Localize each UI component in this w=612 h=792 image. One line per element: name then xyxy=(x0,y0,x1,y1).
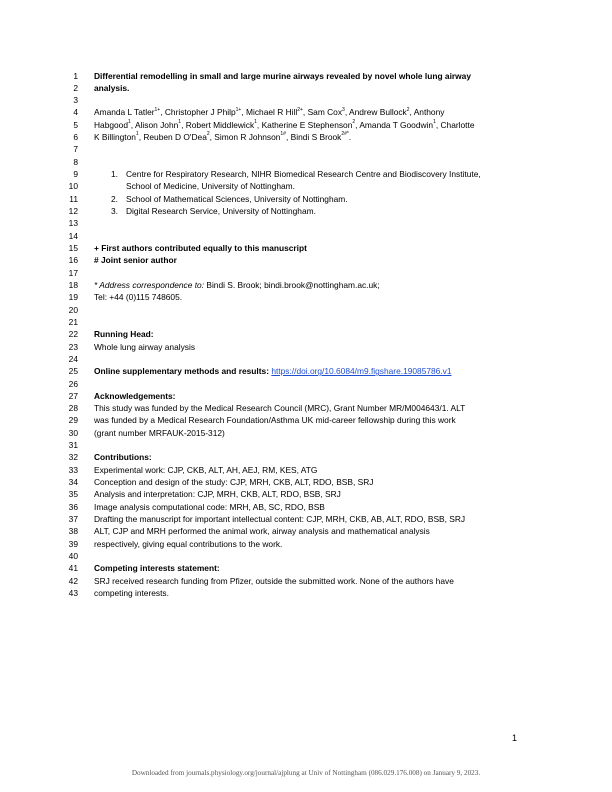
text-run: Experimental work: CJP, CKB, ALT, AH, AEJ, RM, KES, ATG xyxy=(94,464,318,475)
line-text xyxy=(94,119,474,131)
line-text xyxy=(94,587,169,599)
text-run: , Anthony xyxy=(409,107,445,118)
text-run: , Sam Cox xyxy=(302,107,343,118)
manuscript-line xyxy=(0,193,612,205)
manuscript-line xyxy=(0,70,612,82)
line-text xyxy=(94,488,341,500)
text-run: This study was funded by the Medical Research Council (MRC), Grant Number MR/M004643/1. ALT xyxy=(94,403,466,414)
text-run: School of Medicine, University of Nottingham. xyxy=(126,181,295,192)
affiliation-superscript: 1+ xyxy=(154,106,161,113)
line-text xyxy=(94,538,282,550)
line-text xyxy=(126,168,481,180)
text-run: , Christopher J Philp xyxy=(160,107,236,118)
affiliation-superscript: 2 xyxy=(352,118,356,125)
text-run: School of Mathematical Sciences, University of Nottingham. xyxy=(126,193,348,204)
text-run: Habgood xyxy=(94,119,128,130)
affiliation-superscript: 3 xyxy=(342,106,345,113)
line-number: 18 xyxy=(68,279,78,290)
text-run: Tel: +44 (0)115 748605. xyxy=(94,292,183,303)
text-run: Contributions: xyxy=(94,452,152,463)
line-number: 35 xyxy=(68,489,78,500)
line-text xyxy=(94,279,380,291)
manuscript-line xyxy=(0,575,612,587)
line-text xyxy=(94,402,465,414)
line-number: 12 xyxy=(68,206,78,217)
text-run: SRJ received research funding from Pfizer, outside the submitted work. None of the authors have xyxy=(94,575,454,586)
manuscript-line xyxy=(0,267,612,279)
line-number: 36 xyxy=(68,501,78,512)
manuscript-line xyxy=(0,230,612,242)
line-number: 16 xyxy=(68,255,78,266)
line-text xyxy=(94,575,454,587)
text-run: Acknowledgements: xyxy=(94,390,176,401)
line-number: 14 xyxy=(68,230,78,241)
line-text xyxy=(94,365,452,377)
line-number: 38 xyxy=(68,526,78,537)
text-run: Bindi S. Brook; bindi.brook@nottingham.ac.uk; xyxy=(204,279,380,290)
line-number: 32 xyxy=(68,452,78,463)
line-text xyxy=(94,328,154,340)
text-run: (grant number MRFAUK-2015-312) xyxy=(94,427,225,438)
manuscript-line xyxy=(0,451,612,463)
affiliation-superscript: 1 xyxy=(178,118,182,125)
manuscript-line xyxy=(0,488,612,500)
line-number: 4 xyxy=(73,107,78,118)
line-text xyxy=(94,414,456,426)
affiliation-superscript: 1 xyxy=(128,118,131,125)
text-run: , Charlotte xyxy=(435,119,475,130)
line-text xyxy=(94,513,465,525)
manuscript-line xyxy=(0,119,612,131)
affiliation-number: 2. xyxy=(111,193,118,204)
manuscript-line xyxy=(0,464,612,476)
line-number: 41 xyxy=(68,563,78,574)
line-number: 42 xyxy=(68,575,78,586)
text-run: Digital Research Service, University of Nottingham. xyxy=(126,206,316,217)
manuscript-line xyxy=(0,304,612,316)
manuscript-line xyxy=(0,439,612,451)
manuscript-line xyxy=(0,156,612,168)
line-text xyxy=(94,464,317,476)
manuscript-line xyxy=(0,217,612,229)
line-number: 7 xyxy=(73,144,78,155)
line-number: 5 xyxy=(73,119,78,130)
text-run: , Andrew Bullock xyxy=(344,107,407,118)
line-text xyxy=(94,390,175,402)
text-run: , Katherine E Stephenson xyxy=(256,119,353,130)
manuscript-line xyxy=(0,143,612,155)
line-text xyxy=(126,205,316,217)
manuscript-line xyxy=(0,131,612,143)
text-run: Online supplementary methods and results: xyxy=(94,366,272,377)
download-footer: Downloaded from journals.physiology.org/journal/ajplung at Univ of Nottingham (086.029.176.008) on January 9, 2023. xyxy=(131,769,481,777)
manuscript-line xyxy=(0,587,612,599)
manuscript-line xyxy=(0,328,612,340)
affiliation-superscript: 1 xyxy=(433,118,436,125)
manuscript-line xyxy=(0,550,612,562)
text-run: # Joint senior author xyxy=(94,255,177,266)
line-text xyxy=(126,180,295,192)
text-run: Drafting the manuscript for important intellectual content: CJP, MRH, CKB, AB, ALT, RDO, BSB, SRJ xyxy=(94,514,466,525)
line-number: 23 xyxy=(68,341,78,352)
line-number: 3 xyxy=(73,95,78,106)
line-text xyxy=(94,242,307,254)
line-number: 39 xyxy=(68,538,78,549)
text-run: was funded by a Medical Research Foundation/Asthma UK mid-career fellowship during this work xyxy=(94,415,456,426)
line-text xyxy=(94,476,373,488)
line-number: 22 xyxy=(68,329,78,340)
line-text xyxy=(94,451,152,463)
manuscript-line xyxy=(0,291,612,303)
line-text xyxy=(94,341,195,353)
text-run: Running Head: xyxy=(94,329,154,340)
manuscript-line xyxy=(0,378,612,390)
text-run: Amanda L Tatler xyxy=(94,107,155,118)
manuscript-line xyxy=(0,513,612,525)
line-text xyxy=(94,562,220,574)
line-number: 15 xyxy=(68,242,78,253)
affiliation-superscript: 2 xyxy=(406,106,410,113)
text-run: , Robert Middlewick xyxy=(181,119,255,130)
line-text xyxy=(94,291,182,303)
manuscript-line xyxy=(0,316,612,328)
affiliation-superscript: 2 xyxy=(206,131,210,138)
line-number: 13 xyxy=(68,218,78,229)
line-number: 29 xyxy=(68,415,78,426)
text-run: ALT, CJP and MRH performed the animal work, airway analysis and mathematical analysis xyxy=(94,526,430,537)
manuscript-line xyxy=(0,353,612,365)
line-number: 8 xyxy=(73,156,78,167)
text-run: , Michael R Hill xyxy=(241,107,298,118)
manuscript-line xyxy=(0,525,612,537)
text-run: , Bindi S Brook xyxy=(285,132,342,143)
line-number: 33 xyxy=(68,464,78,475)
manuscript-line xyxy=(0,538,612,550)
line-number: 17 xyxy=(68,267,78,278)
text-run: , Amanda T Goodwin xyxy=(355,119,434,130)
affiliation-superscript: 1+ xyxy=(235,106,242,113)
line-number: 20 xyxy=(68,304,78,315)
manuscript-line xyxy=(0,402,612,414)
text-run: Differential remodelling in small and large murine airways revealed by novel whole lung airway xyxy=(94,70,471,81)
line-text xyxy=(94,106,444,118)
line-number: 9 xyxy=(73,169,78,180)
text-run: respectively, giving equal contributions to the work. xyxy=(94,538,283,549)
line-number: 30 xyxy=(68,427,78,438)
manuscript-line xyxy=(0,390,612,402)
text-run: . xyxy=(348,132,352,143)
text-run: Centre for Respiratory Research, NIHR Biomedical Research Centre and Biodiscovery Institute, xyxy=(126,169,481,180)
text-run: Competing interests statement: xyxy=(94,563,220,574)
text-run: , Reuben D O'Dea xyxy=(138,132,207,143)
line-text xyxy=(126,193,348,205)
manuscript-line xyxy=(0,168,612,180)
affiliation-number: 3. xyxy=(111,206,118,217)
manuscript-line xyxy=(0,205,612,217)
line-number: 26 xyxy=(68,378,78,389)
line-number: 10 xyxy=(68,181,78,192)
line-text xyxy=(94,525,430,537)
manuscript-line xyxy=(0,501,612,513)
text-run: Image analysis computational code: MRH, AB, SC, RDO, BSB xyxy=(94,501,325,512)
manuscript-line xyxy=(0,279,612,291)
affiliation-superscript: 1 xyxy=(135,131,139,138)
text-run: * Address correspondence to: xyxy=(94,279,205,290)
line-number: 6 xyxy=(73,132,78,143)
affiliation-superscript: 1# xyxy=(280,131,286,138)
manuscript-line xyxy=(0,254,612,266)
manuscript-line xyxy=(0,476,612,488)
text-run: competing interests. xyxy=(94,587,169,598)
affiliation-superscript: 2+ xyxy=(297,106,303,113)
text-run: , Simon R Johnson xyxy=(209,132,281,143)
line-number: 37 xyxy=(68,514,78,525)
manuscript-line xyxy=(0,365,612,377)
line-number: 21 xyxy=(68,316,78,327)
manuscript-line xyxy=(0,94,612,106)
manuscript-line xyxy=(0,242,612,254)
line-text xyxy=(94,70,471,82)
manuscript-line xyxy=(0,341,612,353)
text-run: analysis. xyxy=(94,82,130,93)
line-number: 2 xyxy=(73,82,78,93)
manuscript-line xyxy=(0,562,612,574)
page-number: 1 xyxy=(512,733,518,743)
line-number: 28 xyxy=(68,403,78,414)
line-text xyxy=(94,254,177,266)
text-run: , Alison John xyxy=(130,119,179,130)
line-number: 43 xyxy=(68,587,78,598)
line-text xyxy=(94,427,225,439)
line-text xyxy=(94,131,351,143)
line-number: 19 xyxy=(68,292,78,303)
text-run: Analysis and interpretation: CJP, MRH, CKB, ALT, RDO, BSB, SRJ xyxy=(94,489,341,500)
manuscript-line xyxy=(0,180,612,192)
line-number: 24 xyxy=(68,353,78,364)
line-text xyxy=(94,82,129,94)
text-run: + First authors contributed equally to this manuscript xyxy=(94,242,307,253)
affiliation-superscript: 2#* xyxy=(341,131,349,138)
manuscript-line xyxy=(0,414,612,426)
line-number: 34 xyxy=(68,477,78,488)
line-number: 25 xyxy=(68,366,78,377)
line-number: 1 xyxy=(73,70,78,81)
affiliation-superscript: 1 xyxy=(254,118,257,125)
text-run: Whole lung airway analysis xyxy=(94,341,196,352)
text-run: K Billington xyxy=(94,132,136,143)
doi-link[interactable]: https://doi.org/10.6084/m9.figshare.19085786.v1 xyxy=(271,366,452,377)
line-number: 11 xyxy=(69,193,78,204)
line-number: 27 xyxy=(68,390,78,401)
manuscript-line xyxy=(0,427,612,439)
manuscript-line xyxy=(0,106,612,118)
line-text xyxy=(94,501,325,513)
line-number: 40 xyxy=(68,550,78,561)
line-number: 31 xyxy=(68,440,78,451)
manuscript-line xyxy=(0,82,612,94)
text-run: Conception and design of the study: CJP, MRH, CKB, ALT, RDO, BSB, SRJ xyxy=(94,477,374,488)
affiliation-number: 1. xyxy=(111,169,118,180)
